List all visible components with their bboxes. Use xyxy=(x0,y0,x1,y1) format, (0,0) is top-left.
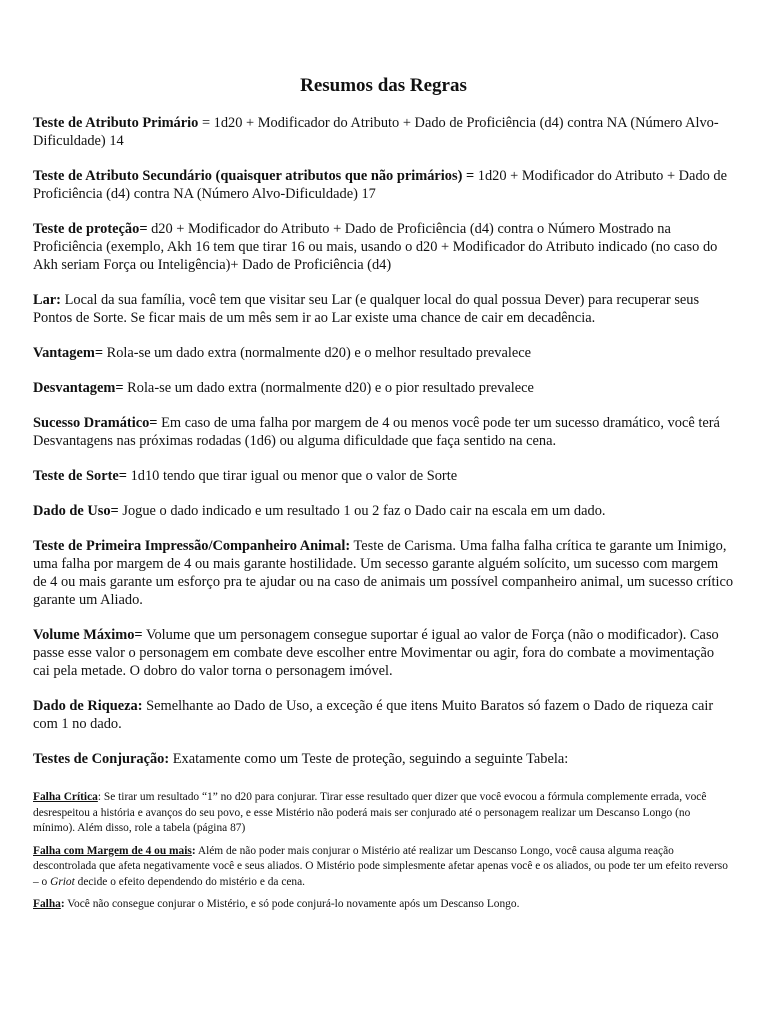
rule-teste-sorte xyxy=(33,467,734,485)
rule-teste-protecao xyxy=(33,220,734,274)
entry-text: decide o efeito dependendo do mistério e da cena. xyxy=(74,875,306,888)
rule-term: Teste de proteção= xyxy=(33,221,148,237)
rule-text: Rola-se um dado extra (normalmente d20) e o melhor resultado prevalece xyxy=(103,345,531,361)
rule-text: Jogue o dado indicado e um resultado 1 ou 2 faz o Dado cair na escala em um dado. xyxy=(118,503,606,519)
entry-text: Além de não poder mais conjurar o Mistério até realizar um Descanso Longo, você causa alguma reação descontrolada que afeta negativamente você e seus aliados. O Mistério pode simplesmente afetar apenas você e os aliados, ou pode ter um efeito reverso – o xyxy=(33,844,728,888)
rule-lar xyxy=(33,291,734,327)
rule-sucesso-dramatico xyxy=(33,414,734,450)
rules-list xyxy=(33,114,734,768)
entry-text: Se tirar um resultado “1” no d20 para conjurar. Tirar esse resultado quer dizer que você evocou a fórmula complemente errada, você desrespeitou a história e avanços do seu povo, e esse Mistério não poderá mais ser conjurado até o personagem realizar um Descanso Longo (no mínimo). Além disso, role a tabela (página 87) xyxy=(33,791,707,834)
rule-text: Teste de Carisma. Uma falha falha crítica te garante um Inimigo, uma falha por margem de 4 ou mais garante hostilidade. Um secesso garante alguém solícito, um sucesso com margem de 4 ou mais garante um esforço pra te ajudar ou na caso de animais um possível companheiro animal, um sucesso crítico garante um Aliado. xyxy=(33,538,734,608)
entry-separator: : xyxy=(97,791,102,803)
rule-dado-riqueza xyxy=(33,697,734,733)
rule-text: d20 + Modificador do Atributo + Dado de Proficiência (d4) contra o Número Mostrado na Proficiência (exemplo, Akh 16 tem que tirar 16 ou mais, usando o d20 + Modificador do Atributo indicado (no caso do Akh seriam Força ou Inteligência)+ Dado de Proficiência (d4) xyxy=(33,221,718,273)
conjuration-table xyxy=(33,790,734,913)
rule-text: = 1d20 + Modificador do Atributo + Dado de Proficiência (d4) contra NA (Número Alvo-Dificuldade) 14 xyxy=(33,115,719,149)
rule-volume-maximo xyxy=(33,626,734,680)
table-entry-falha xyxy=(33,897,734,913)
rule-atributo-primario xyxy=(33,114,734,150)
entry-separator: : xyxy=(191,844,196,857)
rule-dado-uso xyxy=(33,502,734,520)
rule-atributo-secundario xyxy=(33,167,734,203)
rule-text: Local da sua família, você tem que visitar seu Lar (e qualquer local do qual possua Dever) para recuperar seus Pontos de Sorte. Se ficar mais de um mês sem ir ao Lar existe uma chance de cair em decadência. xyxy=(33,292,700,326)
rule-term: Teste de Primeira Impressão/Companheiro Animal: xyxy=(33,538,351,554)
entry-term: Falha Crítica xyxy=(33,791,98,803)
rule-term: Lar: xyxy=(33,292,61,308)
table-entry-falha-critica xyxy=(33,790,734,837)
rule-term: Dado de Riqueza: xyxy=(33,698,143,714)
rule-text: 1d20 + Modificador do Atributo + Dado de Proficiência (d4) contra NA (Número Alvo-Dificuldade) 17 xyxy=(33,168,728,202)
rule-text: Em caso de uma falha por margem de 4 ou menos você pode ter um sucesso dramático, você terá Desvantagens nas próximas rodadas (1d6) ou alguma dificuldade que faça sentido na cena. xyxy=(33,415,720,449)
rule-primeira-impressao xyxy=(33,537,734,609)
entry-separator: : xyxy=(60,898,65,910)
rule-testes-conjuracao xyxy=(33,750,734,768)
rule-term: Teste de Atributo Primário xyxy=(33,115,199,131)
entry-text-italic: Griot xyxy=(50,875,75,888)
page-title: Resumos das Regras xyxy=(300,75,467,96)
entry-term: Falha com Margem de 4 ou mais xyxy=(33,844,192,857)
entry-text: Você não consegue conjurar o Mistério, e só pode conjurá-lo novamente após um Descanso Longo. xyxy=(64,898,520,910)
rule-text: Semelhante ao Dado de Uso, a exceção é que itens Muito Baratos só fazem o Dado de riqueza cair com 1 no dado. xyxy=(33,698,714,732)
rule-term: Dado de Uso= xyxy=(33,503,119,519)
rule-text: 1d10 tendo que tirar igual ou menor que o valor de Sorte xyxy=(127,468,458,484)
rule-term: Testes de Conjuração: xyxy=(33,751,170,767)
rule-term: Volume Máximo= xyxy=(33,627,143,643)
rule-text: Volume que um personagem consegue suportar é igual ao valor de Força (não o modificador). Caso passe esse valor o personagem em combate deve escolher entre Movimentar ou agir, fora do combate a movimentação cai pela metade. O dobro do valor torna o personagem imóvel. xyxy=(33,627,719,679)
rule-vantagem xyxy=(33,344,734,362)
rule-term: Sucesso Dramático= xyxy=(33,415,158,431)
rule-desvantagem xyxy=(33,379,734,397)
rule-term: Desvantagem= xyxy=(33,380,124,396)
entry-term: Falha xyxy=(33,898,61,910)
table-entry-falha-margem xyxy=(33,844,734,891)
rule-term: Teste de Sorte= xyxy=(33,468,127,484)
rule-term: Vantagem= xyxy=(33,345,104,361)
rule-text: Rola-se um dado extra (normalmente d20) e o pior resultado prevalece xyxy=(123,380,534,396)
rule-text: Exatamente como um Teste de proteção, seguindo a seguinte Tabela: xyxy=(169,751,569,767)
rule-term: Teste de Atributo Secundário (quaisquer atributos que não primários) = xyxy=(33,168,475,184)
